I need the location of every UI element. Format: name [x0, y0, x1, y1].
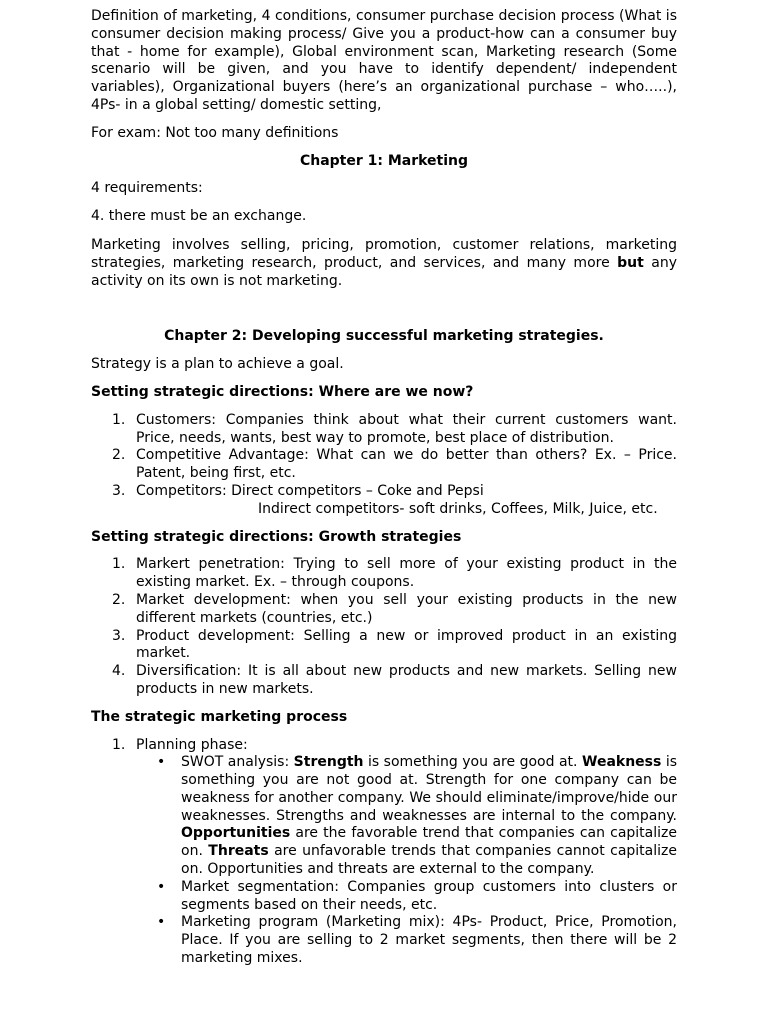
swot-text: are the favorable trend that companies can capitalize on.: [181, 825, 677, 860]
indirect-competitors-line: Indirect competitors- soft drinks, Coffees, Milk, Juice, etc.: [258, 500, 658, 517]
list-item-text: Product development: Selling a new or improved product in an existing market.: [136, 627, 677, 662]
list-number: 3.: [112, 627, 126, 644]
chapter1-title: Chapter 1: Marketing: [299, 152, 469, 169]
marketing-definition-text-b: any activity on its own is not marketing.: [91, 254, 678, 289]
marketing-definition-bold: but: [617, 254, 644, 271]
growth-strategies-list: [91, 556, 677, 698]
swot-text: is something you are not good at. Strength for one company can be weakness for another company. We should eliminate/improve/hide our weaknesses. Strengths and weaknesses are internal to the company.: [181, 754, 677, 824]
where-are-we-list: [91, 412, 677, 501]
list-item-text: Diversification: It is all about new products and new markets. Selling new products in new markets.: [136, 663, 677, 697]
list-number: 3.: [112, 482, 126, 499]
list-number: 1.: [112, 556, 126, 573]
list-item: [91, 663, 677, 699]
bullet-item-segmentation: [136, 879, 677, 915]
bullet-item-marketing-program: [136, 914, 677, 967]
list-number: 4.: [112, 663, 126, 680]
marketing-definition-paragraph: [91, 237, 677, 290]
marketing-program-text: Marketing program (Marketing mix): 4Ps- Product, Price, Promotion, Place. If you are selling to 2 market segments, then there will be 2 marketing mixes.: [181, 914, 677, 967]
exam-note: For exam: Not too many definitions: [91, 124, 339, 141]
section-where-are-we-heading: Setting strategic directions: Where are we now?: [91, 383, 474, 400]
list-item: [91, 592, 677, 628]
bullet-icon: •: [157, 878, 166, 895]
document-page: [91, 8, 677, 968]
swot-bold-opportunities: Opportunities: [181, 825, 291, 842]
marketing-definition-text-a: Marketing involves selling, pricing, promotion, customer relations, marketing strategies, marketing research, product, and services, and many more: [91, 236, 677, 271]
swot-bold-weakness: Weakness: [582, 754, 662, 771]
section-strategic-process-heading: The strategic marketing process: [91, 708, 348, 725]
requirement-4: 4. there must be an exchange.: [91, 208, 307, 225]
swot-bold-threats: Threats: [208, 843, 269, 860]
list-item: [91, 737, 677, 968]
strategic-process-list: [91, 737, 677, 968]
list-number: 1.: [112, 736, 126, 753]
list-item: [91, 447, 677, 483]
list-item: [91, 628, 677, 664]
list-item-text: Customers: Companies think about what their current customers want. Price, needs, wants, best way to promote, best place of distribution.: [136, 411, 677, 446]
list-number: 2.: [112, 591, 126, 608]
swot-text: are unfavorable trends that companies cannot capitalize on. Opportunities and threats are external to the company.: [181, 843, 677, 878]
chapter2-title: Chapter 2: Developing successful marketing strategies.: [164, 328, 604, 345]
section-growth-heading: Setting strategic directions: Growth strategies: [91, 528, 462, 545]
list-item-text: Markert penetration: Trying to sell more of your existing product in the existing market. Ex. – through coupons.: [136, 556, 677, 591]
list-item-text: Competitive Advantage: What can we do better than others? Ex. – Price. Patent, being first, etc.: [136, 447, 677, 482]
list-item-text: Competitors: Direct competitors – Coke and Pepsi: [136, 482, 484, 499]
strategy-definition: Strategy is a plan to achieve a goal.: [91, 356, 344, 373]
list-item: [91, 556, 677, 592]
planning-phase-bullets: [136, 754, 677, 968]
bullet-item-swot: [136, 754, 677, 879]
planning-phase-label: Planning phase:: [136, 736, 248, 753]
list-item: [91, 483, 677, 501]
bullet-icon: •: [157, 754, 166, 771]
segmentation-text: Market segmentation: Companies group customers into clusters or segments based on their needs, etc.: [181, 878, 677, 913]
intro-paragraph: Definition of marketing, 4 conditions, consumer purchase decision process (What is consumer decision making process/ Give you a product-how can a consumer buy that - home for example), Global environment scan, Marketing research (Some scenario will be given, and you have to identify dependent/ independent variables), Organizational buyers (here’s an organizational purchase – who…..), 4Ps- in a global setting/ domestic setting,: [91, 8, 677, 113]
list-item: [91, 412, 677, 448]
list-number: 1.: [112, 411, 126, 428]
list-number: 2.: [112, 447, 126, 464]
swot-text: SWOT analysis:: [181, 754, 294, 771]
swot-text: is something you are good at.: [363, 754, 582, 771]
requirements-label: 4 requirements:: [91, 180, 203, 197]
bullet-icon: •: [157, 914, 166, 931]
list-item-text: Market development: when you sell your existing products in the new different markets (countries, etc.): [136, 591, 677, 626]
swot-bold-strength: Strength: [293, 754, 364, 771]
